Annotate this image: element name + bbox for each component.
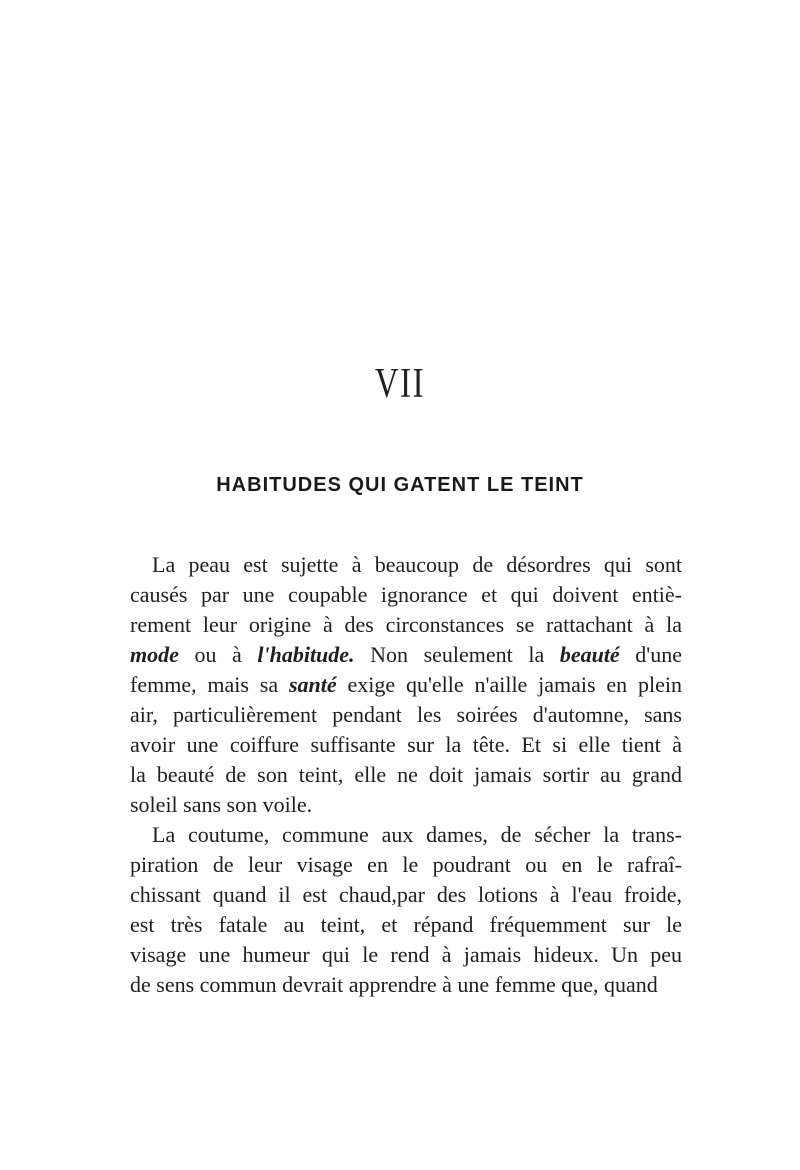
- text-line: femme, mais sa santé exige qu'elle n'aille jamais en plein: [130, 672, 682, 697]
- text-line: causés par une coupable ignorance et qui doivent entiè-: [130, 582, 682, 607]
- chapter-body: [130, 550, 682, 1000]
- chapter-title: HABITUDES QUI GATENT LE TEINT: [216, 474, 584, 496]
- text-line: rement leur origine à des circonstances se rattachant à la: [130, 612, 682, 637]
- text-line: mode ou à l'habitude. Non seulement la beauté d'une: [130, 642, 683, 667]
- text-line: la beauté de son teint, elle ne doit jamais sortir au grand: [130, 762, 682, 787]
- paragraph: [130, 820, 682, 1000]
- text-line: La peau est sujette à beaucoup de désordres qui sont: [152, 552, 682, 577]
- emphasized-word: mode: [130, 642, 179, 667]
- text-line: de sens commun devrait apprendre à une femme que, quand: [130, 972, 658, 997]
- text-line: visage une humeur qui le rend à jamais hideux. Un peu: [130, 942, 682, 967]
- text-line: est très fatale au teint, et répand fréquemment sur le: [130, 912, 682, 937]
- text-line: soleil sans son voile.: [130, 792, 313, 817]
- text-line: chissant quand il est chaud,par des lotions à l'eau froide,: [130, 882, 682, 907]
- chapter-number: VII: [374, 361, 426, 407]
- text-line: La coutume, commune aux dames, de sécher la trans-: [152, 822, 682, 847]
- emphasized-word: l'habitude.: [257, 642, 355, 667]
- paragraph: [130, 550, 682, 820]
- text-line: air, particulièrement pendant les soirées d'automne, sans: [130, 702, 682, 727]
- emphasized-word: beauté: [559, 642, 620, 667]
- text-line: piration de leur visage en le poudrant ou en le rafraî-: [130, 852, 682, 877]
- text-line: avoir une coiffure suffisante sur la tête. Et si elle tient à: [130, 732, 682, 757]
- emphasized-word: santé: [288, 672, 337, 697]
